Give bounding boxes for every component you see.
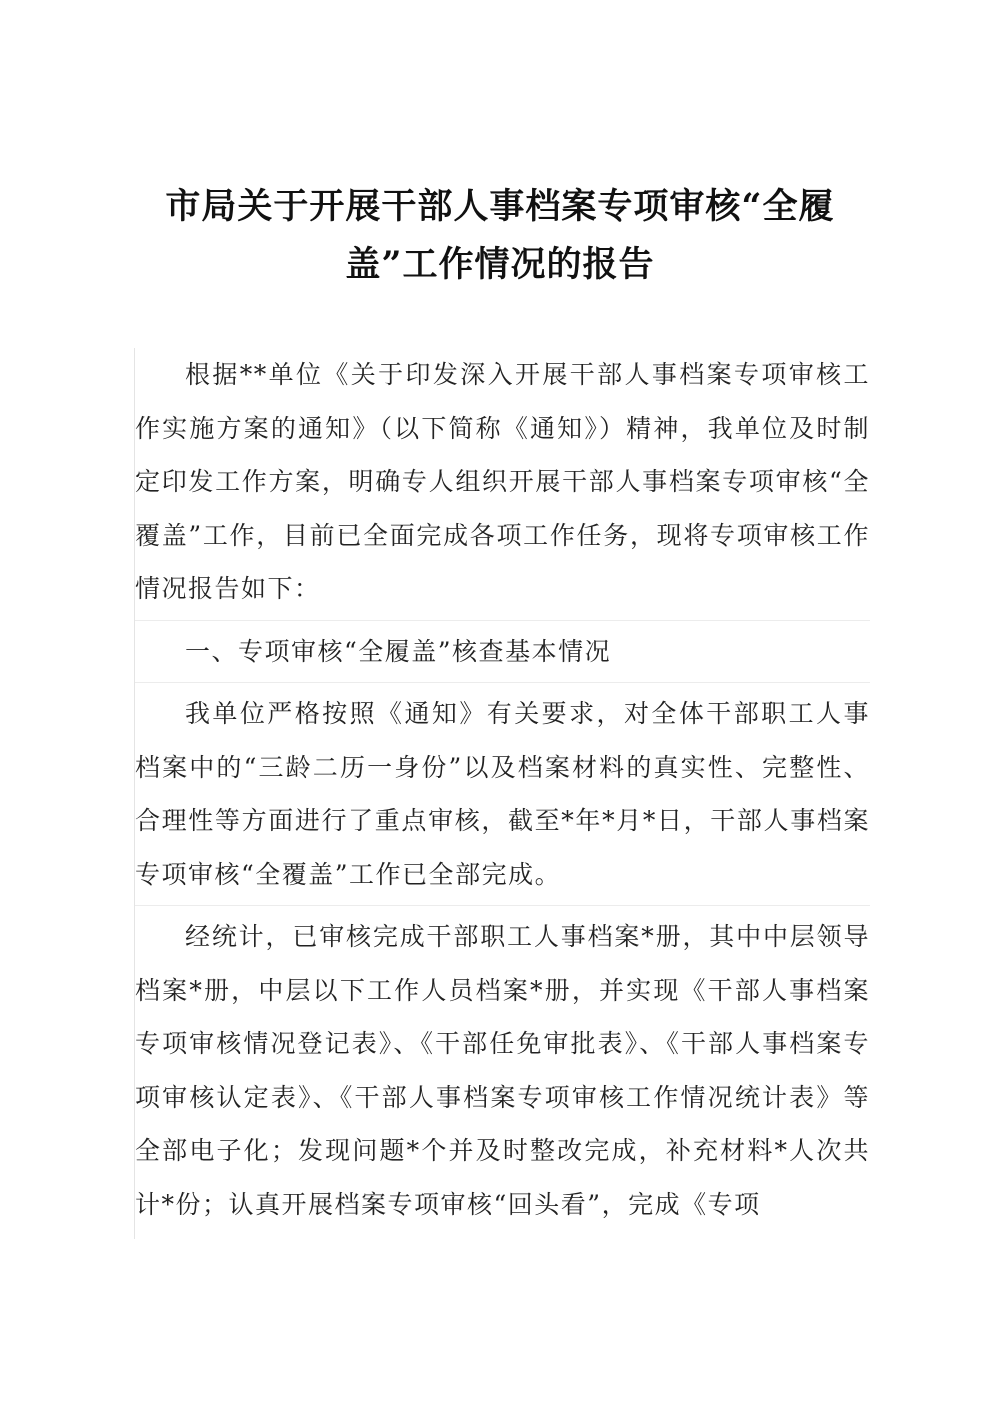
document-title: 市局关于开展干部人事档案专项审核“全履盖”工作情况的报告 [165, 186, 835, 285]
section-heading: 一、专项审核“全履盖”核查基本情况 [135, 625, 870, 684]
paragraph-statistics: 经统计，已审核完成干部职工人事档案*册，其中中层领导档案*册，中层以下工作人员档案*册，并实现《干部人事档案专项审核情况登记表》、《干部任免审批表》、《干部人事档案专项审核认定表》、《干部人事档案专项审核工作情况统计表》等全部电子化；发现问题*个并及时整改完成，补充材料*人次共计*份；认真开展档案专项审核“回头看”，完成《专项 [135, 922, 870, 1219]
paragraph-review-scope: 我单位严格按照《通知》有关要求，对全体干部职工人事档案中的“三龄二历一身份”以及档案材料的真实性、完整性、合理性等方面进行了重点审核，截至*年*月*日，干部人事档案专项审核“全覆盖”工作已全部完成。 [135, 687, 870, 906]
document-body [134, 348, 870, 1239]
paragraph-intro: 根据**单位《关于印发深入开展干部人事档案专项审核工作实施方案的通知》（以下简称《通知》）精神，我单位及时制定印发工作方案，明确专人组织开展干部人事档案专项审核“全覆盖”工作，目前已全面完成各项工作任务，现将专项审核工作情况报告如下： [135, 348, 870, 621]
